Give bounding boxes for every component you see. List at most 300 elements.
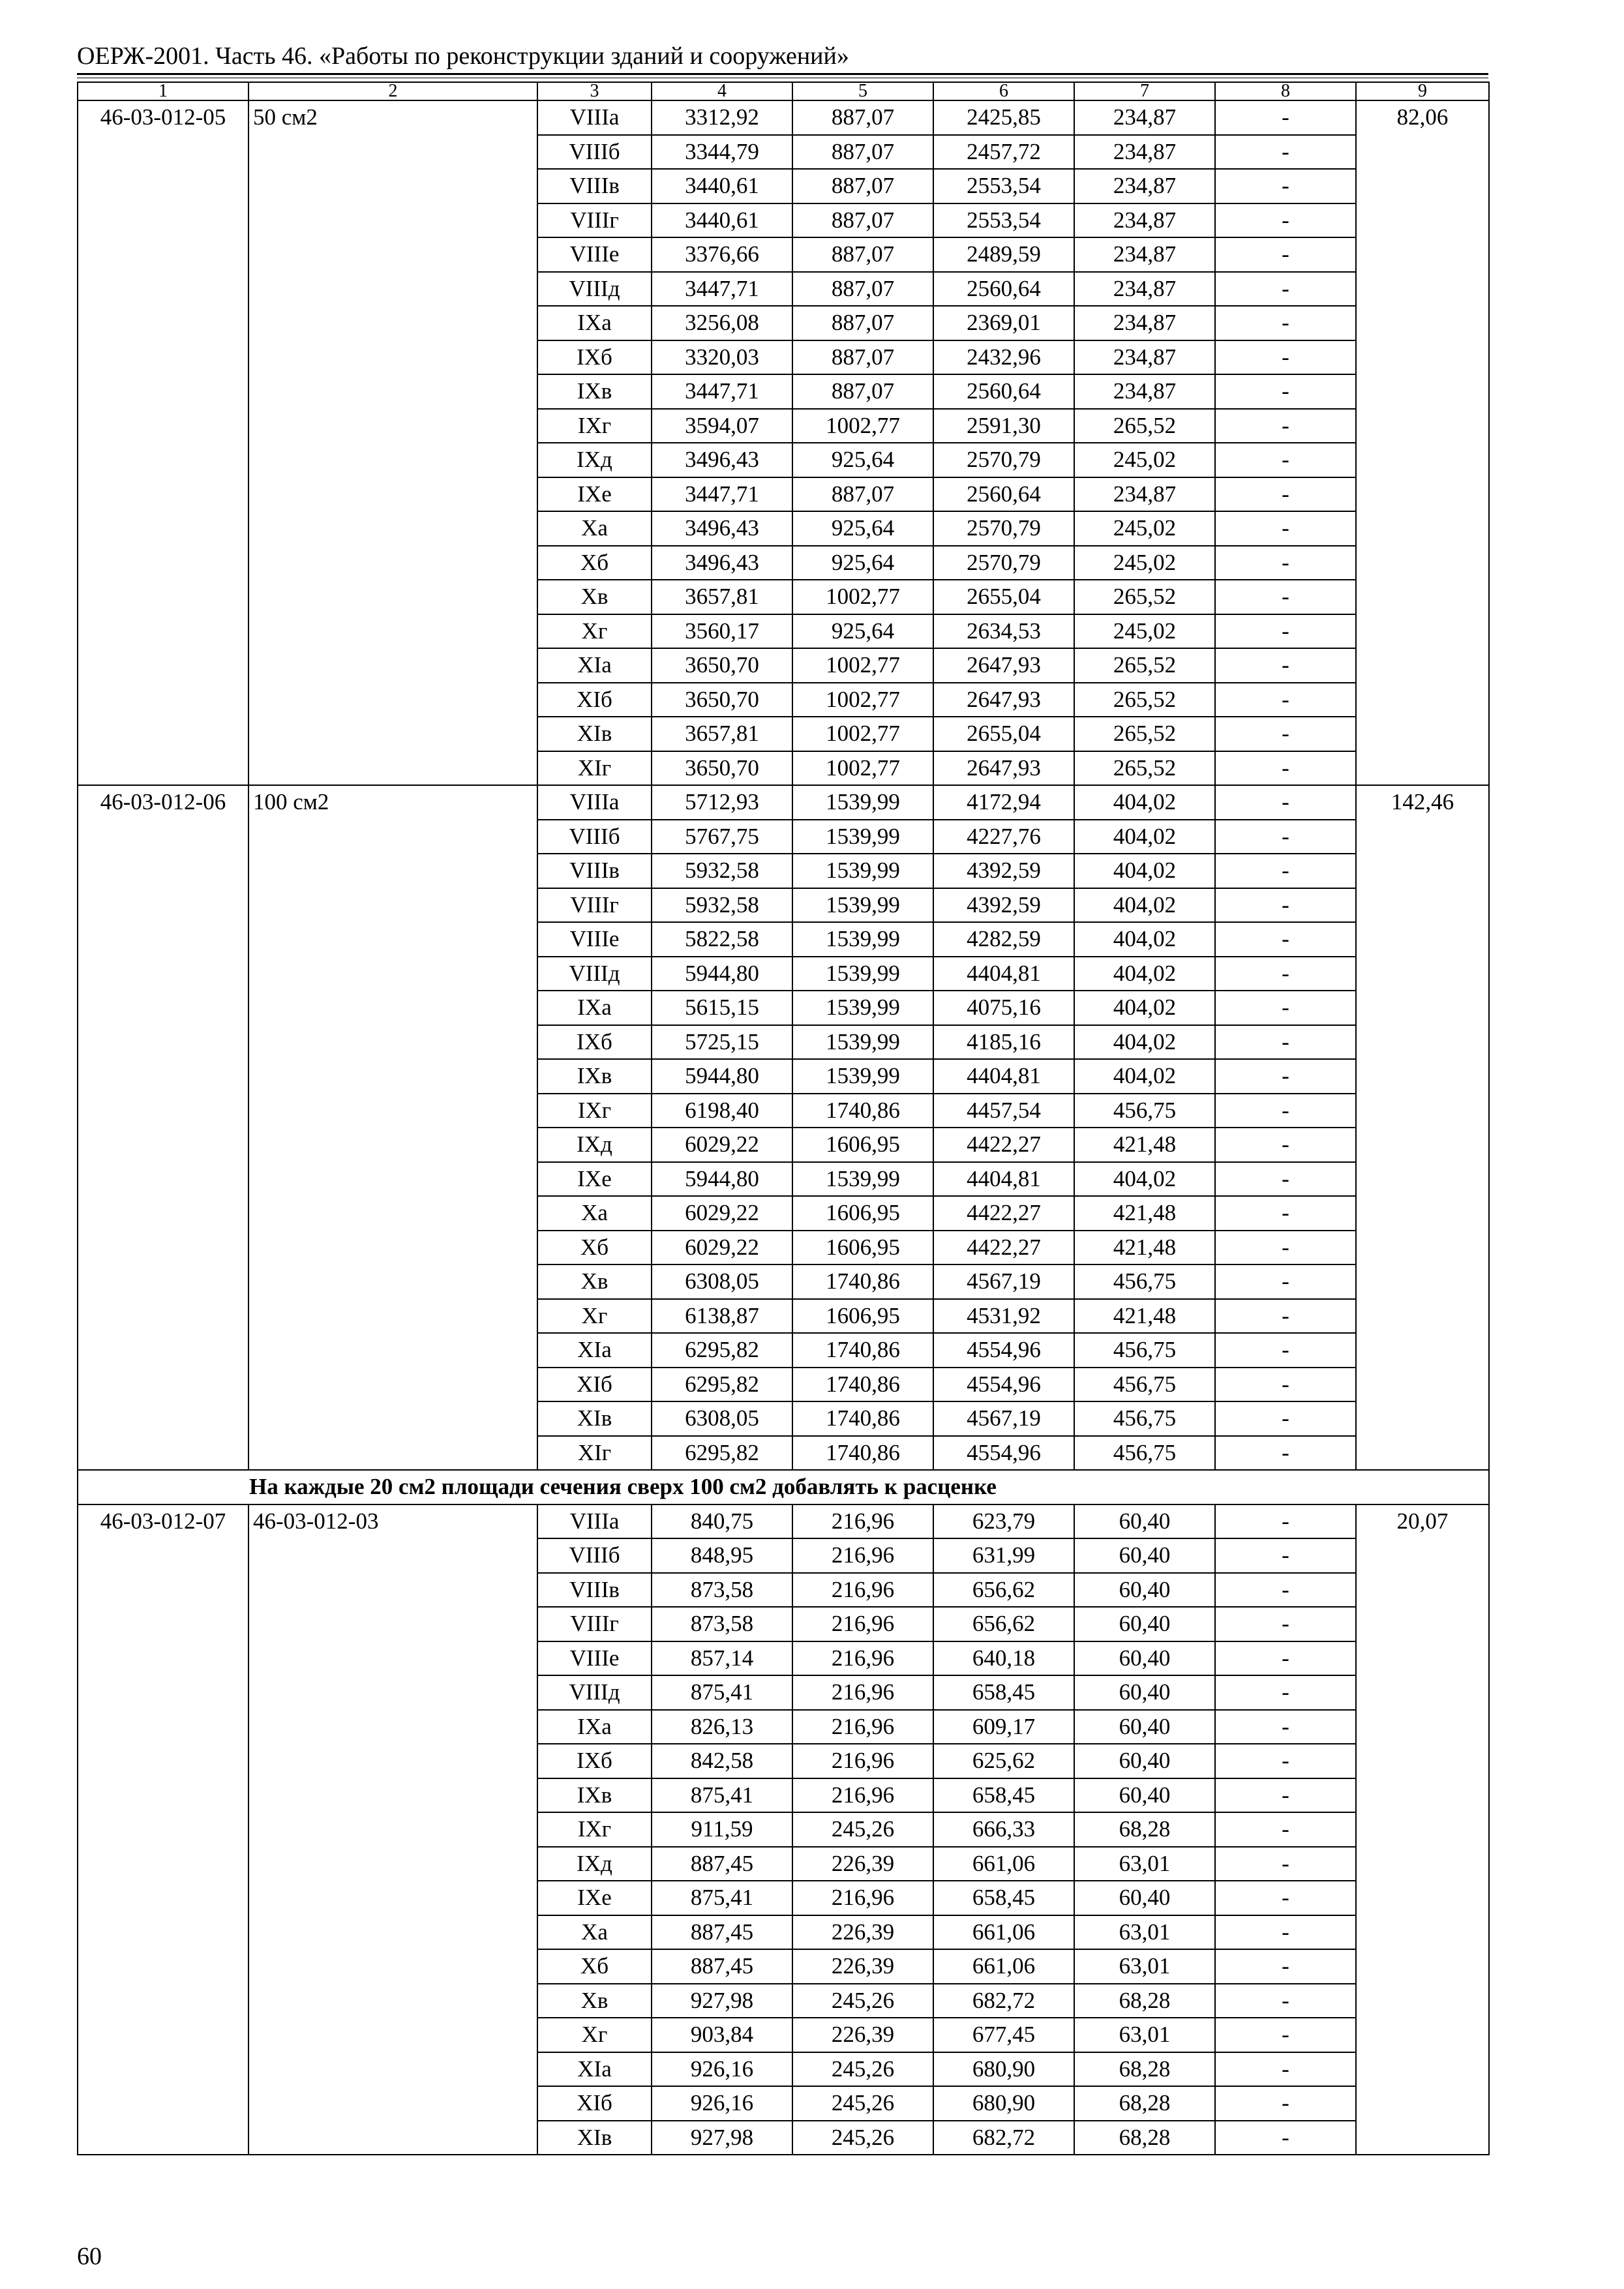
driver-wages-cell: 68,28	[1074, 1984, 1215, 2018]
materials-cell: -	[1215, 340, 1356, 375]
machines-cell: 2655,04	[933, 717, 1074, 751]
machines-cell: 680,90	[933, 2086, 1074, 2121]
machines-cell: 4531,92	[933, 1299, 1074, 1334]
machines-cell: 4422,27	[933, 1231, 1074, 1265]
wages-cell: 1002,77	[792, 409, 933, 443]
total-cost-cell: 5712,93	[652, 785, 792, 820]
total-cost-cell: 5944,80	[652, 1162, 792, 1197]
materials-cell: -	[1215, 751, 1356, 786]
wages-cell: 887,07	[792, 306, 933, 340]
materials-cell: -	[1215, 546, 1356, 580]
zone-cell: Xa	[537, 1196, 652, 1231]
total-cost-cell: 3447,71	[652, 374, 792, 409]
machines-cell: 631,99	[933, 1538, 1074, 1573]
driver-wages-cell: 456,75	[1074, 1264, 1215, 1299]
machines-cell: 623,79	[933, 1504, 1074, 1539]
materials-cell: -	[1215, 443, 1356, 477]
materials-cell: -	[1215, 1607, 1356, 1641]
driver-wages-cell: 265,52	[1074, 751, 1215, 786]
machines-cell: 4404,81	[933, 1059, 1074, 1094]
driver-wages-cell: 404,02	[1074, 957, 1215, 991]
column-number: 4	[652, 82, 792, 100]
driver-wages-cell: 265,52	[1074, 409, 1215, 443]
wages-cell: 1002,77	[792, 683, 933, 717]
materials-cell: -	[1215, 1264, 1356, 1299]
wages-cell: 1740,86	[792, 1436, 933, 1471]
total-cost-cell: 3650,70	[652, 751, 792, 786]
zone-cell: Xa	[537, 511, 652, 546]
wages-cell: 216,96	[792, 1573, 933, 1608]
wages-cell: 887,07	[792, 272, 933, 307]
driver-wages-cell: 60,40	[1074, 1504, 1215, 1539]
total-cost-cell: 6295,82	[652, 1368, 792, 1402]
zone-cell: VIIIб	[537, 820, 652, 854]
total-cost-cell: 6029,22	[652, 1196, 792, 1231]
machines-cell: 4227,76	[933, 820, 1074, 854]
driver-wages-cell: 404,02	[1074, 888, 1215, 923]
zone-cell: IXг	[537, 409, 652, 443]
total-cost-cell: 3447,71	[652, 477, 792, 512]
machines-cell: 625,62	[933, 1744, 1074, 1778]
materials-cell: -	[1215, 1162, 1356, 1197]
driver-wages-cell: 265,52	[1074, 648, 1215, 683]
materials-cell: -	[1215, 1368, 1356, 1402]
materials-cell: -	[1215, 1881, 1356, 1915]
wages-cell: 216,96	[792, 1744, 933, 1778]
total-cost-cell: 3256,08	[652, 306, 792, 340]
driver-wages-cell: 404,02	[1074, 1059, 1215, 1094]
total-cost-cell: 848,95	[652, 1538, 792, 1573]
column-number: 9	[1356, 82, 1489, 100]
total-cost-cell: 840,75	[652, 1504, 792, 1539]
zone-cell: VIIIд	[537, 1675, 652, 1710]
total-cost-cell: 826,13	[652, 1710, 792, 1744]
total-cost-cell: 875,41	[652, 1675, 792, 1710]
wages-cell: 1539,99	[792, 1059, 933, 1094]
machines-cell: 4075,16	[933, 991, 1074, 1025]
materials-cell: -	[1215, 854, 1356, 888]
machines-cell: 682,72	[933, 2121, 1074, 2155]
zone-cell: Xг	[537, 1299, 652, 1334]
wages-cell: 245,26	[792, 2086, 933, 2121]
driver-wages-cell: 68,28	[1074, 2121, 1215, 2155]
zone-cell: IXe	[537, 477, 652, 512]
zone-cell: VIIIe	[537, 922, 652, 957]
driver-wages-cell: 63,01	[1074, 2018, 1215, 2052]
zone-cell: IXв	[537, 374, 652, 409]
driver-wages-cell: 60,40	[1074, 1538, 1215, 1573]
zone-cell: Xг	[537, 2018, 652, 2052]
driver-wages-cell: 404,02	[1074, 785, 1215, 820]
materials-cell: -	[1215, 648, 1356, 683]
zone-cell: Xв	[537, 580, 652, 614]
wages-cell: 925,64	[792, 546, 933, 580]
machines-cell: 2560,64	[933, 477, 1074, 512]
total-cost-cell: 842,58	[652, 1744, 792, 1778]
wages-cell: 216,96	[792, 1641, 933, 1676]
table-row	[78, 785, 1489, 820]
wages-cell: 887,07	[792, 100, 933, 135]
materials-cell: -	[1215, 614, 1356, 649]
driver-wages-cell: 265,52	[1074, 683, 1215, 717]
materials-cell: -	[1215, 888, 1356, 923]
driver-wages-cell: 245,02	[1074, 511, 1215, 546]
driver-wages-cell: 234,87	[1074, 237, 1215, 272]
machines-cell: 2647,93	[933, 683, 1074, 717]
zone-cell: XIa	[537, 648, 652, 683]
page-number: 60	[77, 2243, 102, 2270]
machines-cell: 4457,54	[933, 1094, 1074, 1128]
section-note: На каждые 20 см2 площади сечения сверх 100 см2 добавлять к расценке	[78, 1470, 1489, 1504]
wages-cell: 1606,95	[792, 1128, 933, 1162]
table-row	[78, 100, 1489, 135]
zone-cell: VIIIв	[537, 169, 652, 203]
total-cost-cell: 3376,66	[652, 237, 792, 272]
zone-cell: Xг	[537, 614, 652, 649]
total-cost-cell: 3320,03	[652, 340, 792, 375]
materials-cell: -	[1215, 306, 1356, 340]
total-cost-cell: 6295,82	[652, 1333, 792, 1368]
total-cost-cell: 6138,87	[652, 1299, 792, 1334]
zone-cell: VIIIв	[537, 854, 652, 888]
machines-cell: 4554,96	[933, 1368, 1074, 1402]
wages-cell: 1539,99	[792, 1162, 933, 1197]
driver-wages-cell: 245,02	[1074, 614, 1215, 649]
table-body	[78, 100, 1489, 2155]
machines-cell: 609,17	[933, 1710, 1074, 1744]
zone-cell: VIIIд	[537, 957, 652, 991]
materials-cell: -	[1215, 1812, 1356, 1847]
rate-code: 46-03-012-07	[78, 1504, 248, 2155]
wages-cell: 1002,77	[792, 648, 933, 683]
zone-cell: VIIIa	[537, 1504, 652, 1539]
column-number: 1	[78, 82, 248, 100]
total-cost-cell: 6029,22	[652, 1128, 792, 1162]
wages-cell: 216,96	[792, 1504, 933, 1539]
wages-cell: 216,96	[792, 1778, 933, 1813]
zone-cell: VIIIe	[537, 1641, 652, 1676]
materials-cell: -	[1215, 785, 1356, 820]
wages-cell: 1606,95	[792, 1231, 933, 1265]
page-header-title: ОЕРЖ-2001. Часть 46. «Работы по реконструкции зданий и сооружений»	[77, 42, 849, 70]
wages-cell: 1539,99	[792, 957, 933, 991]
wages-cell: 1740,86	[792, 1401, 933, 1436]
wages-cell: 1539,99	[792, 785, 933, 820]
materials-cell: -	[1215, 1744, 1356, 1778]
total-cost-cell: 5822,58	[652, 922, 792, 957]
zone-cell: Xб	[537, 1231, 652, 1265]
materials-cell: -	[1215, 1059, 1356, 1094]
total-cost-cell: 3560,17	[652, 614, 792, 649]
machines-cell: 4554,96	[933, 1436, 1074, 1471]
wages-cell: 887,07	[792, 374, 933, 409]
total-cost-cell: 6295,82	[652, 1436, 792, 1471]
total-cost-cell: 887,45	[652, 1847, 792, 1881]
zone-cell: VIIIe	[537, 237, 652, 272]
total-cost-cell: 887,45	[652, 1949, 792, 1984]
wages-cell: 1740,86	[792, 1094, 933, 1128]
driver-wages-cell: 60,40	[1074, 1573, 1215, 1608]
zone-cell: Xв	[537, 1984, 652, 2018]
driver-wages-cell: 265,52	[1074, 580, 1215, 614]
driver-wages-cell: 234,87	[1074, 203, 1215, 238]
driver-wages-cell: 404,02	[1074, 1025, 1215, 1060]
wages-cell: 1539,99	[792, 991, 933, 1025]
materials-cell: -	[1215, 409, 1356, 443]
materials-cell: -	[1215, 511, 1356, 546]
wages-cell: 216,96	[792, 1710, 933, 1744]
machines-cell: 4404,81	[933, 957, 1074, 991]
zone-cell: XIв	[537, 717, 652, 751]
wages-cell: 1740,86	[792, 1333, 933, 1368]
machines-cell: 4422,27	[933, 1128, 1074, 1162]
machines-cell: 666,33	[933, 1812, 1074, 1847]
total-cost-cell: 3496,43	[652, 511, 792, 546]
machines-cell: 661,06	[933, 1915, 1074, 1950]
machines-cell: 4567,19	[933, 1401, 1074, 1436]
materials-cell: -	[1215, 1436, 1356, 1471]
column-number: 5	[792, 82, 933, 100]
zone-cell: VIIIб	[537, 1538, 652, 1573]
machines-cell: 4422,27	[933, 1196, 1074, 1231]
wages-cell: 1740,86	[792, 1264, 933, 1299]
machines-cell: 2369,01	[933, 306, 1074, 340]
machines-cell: 658,45	[933, 1675, 1074, 1710]
total-cost-cell: 3594,07	[652, 409, 792, 443]
materials-cell: -	[1215, 135, 1356, 170]
machines-cell: 2553,54	[933, 203, 1074, 238]
machines-cell: 2489,59	[933, 237, 1074, 272]
wages-cell: 226,39	[792, 1949, 933, 1984]
machines-cell: 2457,72	[933, 135, 1074, 170]
driver-wages-cell: 60,40	[1074, 1778, 1215, 1813]
total-cost-cell: 873,58	[652, 1607, 792, 1641]
machines-cell: 4392,59	[933, 888, 1074, 923]
machines-cell: 661,06	[933, 1949, 1074, 1984]
total-cost-cell: 926,16	[652, 2086, 792, 2121]
total-cost-cell: 5944,80	[652, 957, 792, 991]
total-cost-cell: 3657,81	[652, 717, 792, 751]
materials-cell: -	[1215, 2086, 1356, 2121]
wages-cell: 245,26	[792, 2121, 933, 2155]
wages-cell: 887,07	[792, 203, 933, 238]
driver-wages-cell: 234,87	[1074, 135, 1215, 170]
total-cost-cell: 3440,61	[652, 203, 792, 238]
wages-cell: 226,39	[792, 1847, 933, 1881]
zone-cell: Xб	[537, 546, 652, 580]
materials-cell: -	[1215, 1025, 1356, 1060]
driver-wages-cell: 404,02	[1074, 820, 1215, 854]
machines-cell: 4392,59	[933, 854, 1074, 888]
materials-cell: -	[1215, 2121, 1356, 2155]
driver-wages-cell: 421,48	[1074, 1231, 1215, 1265]
machines-cell: 640,18	[933, 1641, 1074, 1676]
zone-cell: XIa	[537, 1333, 652, 1368]
total-cost-cell: 5944,80	[652, 1059, 792, 1094]
machines-cell: 2425,85	[933, 100, 1074, 135]
driver-wages-cell: 404,02	[1074, 991, 1215, 1025]
machines-cell: 2560,64	[933, 374, 1074, 409]
machines-cell: 658,45	[933, 1778, 1074, 1813]
driver-wages-cell: 63,01	[1074, 1847, 1215, 1881]
materials-cell: -	[1215, 1915, 1356, 1950]
driver-wages-cell: 60,40	[1074, 1607, 1215, 1641]
driver-wages-cell: 234,87	[1074, 374, 1215, 409]
wages-cell: 1740,86	[792, 1368, 933, 1402]
materials-cell: -	[1215, 203, 1356, 238]
materials-cell: -	[1215, 1710, 1356, 1744]
materials-cell: -	[1215, 1949, 1356, 1984]
machines-cell: 661,06	[933, 1847, 1074, 1881]
materials-cell: -	[1215, 1641, 1356, 1676]
labor-cost-cell: 20,07	[1356, 1504, 1489, 2155]
driver-wages-cell: 421,48	[1074, 1299, 1215, 1334]
zone-cell: XIб	[537, 2086, 652, 2121]
machines-cell: 2570,79	[933, 511, 1074, 546]
materials-cell: -	[1215, 272, 1356, 307]
wages-cell: 925,64	[792, 511, 933, 546]
driver-wages-cell: 60,40	[1074, 1744, 1215, 1778]
materials-cell: -	[1215, 1299, 1356, 1334]
materials-cell: -	[1215, 374, 1356, 409]
driver-wages-cell: 456,75	[1074, 1368, 1215, 1402]
zone-cell: IXд	[537, 1847, 652, 1881]
materials-cell: -	[1215, 1401, 1356, 1436]
wages-cell: 1606,95	[792, 1299, 933, 1334]
zone-cell: XIб	[537, 1368, 652, 1402]
machines-cell: 4567,19	[933, 1264, 1074, 1299]
total-cost-cell: 903,84	[652, 2018, 792, 2052]
total-cost-cell: 3657,81	[652, 580, 792, 614]
driver-wages-cell: 234,87	[1074, 306, 1215, 340]
machines-cell: 2560,64	[933, 272, 1074, 307]
driver-wages-cell: 60,40	[1074, 1675, 1215, 1710]
wages-cell: 887,07	[792, 340, 933, 375]
materials-cell: -	[1215, 991, 1356, 1025]
materials-cell: -	[1215, 922, 1356, 957]
zone-cell: XIб	[537, 683, 652, 717]
zone-cell: IXд	[537, 1128, 652, 1162]
wages-cell: 1539,99	[792, 854, 933, 888]
table-row	[78, 1504, 1489, 1539]
total-cost-cell: 927,98	[652, 2121, 792, 2155]
machines-cell: 682,72	[933, 1984, 1074, 2018]
machines-cell: 2432,96	[933, 340, 1074, 375]
wages-cell: 216,96	[792, 1675, 933, 1710]
materials-cell: -	[1215, 1984, 1356, 2018]
wages-cell: 1606,95	[792, 1196, 933, 1231]
zone-cell: IXв	[537, 1059, 652, 1094]
driver-wages-cell: 456,75	[1074, 1094, 1215, 1128]
rate-description: 46-03-012-03	[248, 1504, 537, 2155]
zone-cell: XIг	[537, 751, 652, 786]
total-cost-cell: 926,16	[652, 2052, 792, 2087]
wages-cell: 245,26	[792, 2052, 933, 2087]
labor-cost-cell: 82,06	[1356, 100, 1489, 785]
machines-cell: 2647,93	[933, 648, 1074, 683]
driver-wages-cell: 60,40	[1074, 1710, 1215, 1744]
driver-wages-cell: 456,75	[1074, 1436, 1215, 1471]
column-number: 7	[1074, 82, 1215, 100]
total-cost-cell: 3440,61	[652, 169, 792, 203]
driver-wages-cell: 245,02	[1074, 546, 1215, 580]
rate-description: 100 см2	[248, 785, 537, 1470]
total-cost-cell: 6029,22	[652, 1231, 792, 1265]
driver-wages-cell: 404,02	[1074, 854, 1215, 888]
wages-cell: 1002,77	[792, 717, 933, 751]
wages-cell: 226,39	[792, 1915, 933, 1950]
machines-cell: 4554,96	[933, 1333, 1074, 1368]
wages-cell: 1002,77	[792, 751, 933, 786]
column-number: 3	[537, 82, 652, 100]
total-cost-cell: 6308,05	[652, 1401, 792, 1436]
total-cost-cell: 5725,15	[652, 1025, 792, 1060]
materials-cell: -	[1215, 1128, 1356, 1162]
driver-wages-cell: 60,40	[1074, 1641, 1215, 1676]
driver-wages-cell: 60,40	[1074, 1881, 1215, 1915]
zone-cell: XIa	[537, 2052, 652, 2087]
total-cost-cell: 3312,92	[652, 100, 792, 135]
zone-cell: IXб	[537, 1744, 652, 1778]
machines-cell: 2591,30	[933, 409, 1074, 443]
rate-code: 46-03-012-05	[78, 100, 248, 785]
total-cost-cell: 927,98	[652, 1984, 792, 2018]
wages-cell: 887,07	[792, 477, 933, 512]
machines-cell: 2570,79	[933, 443, 1074, 477]
machines-cell: 2634,53	[933, 614, 1074, 649]
total-cost-cell: 3344,79	[652, 135, 792, 170]
total-cost-cell: 3496,43	[652, 443, 792, 477]
total-cost-cell: 887,45	[652, 1915, 792, 1950]
machines-cell: 680,90	[933, 2052, 1074, 2087]
rate-code: 46-03-012-06	[78, 785, 248, 1470]
total-cost-cell: 911,59	[652, 1812, 792, 1847]
total-cost-cell: 5615,15	[652, 991, 792, 1025]
materials-cell: -	[1215, 1231, 1356, 1265]
machines-cell: 2570,79	[933, 546, 1074, 580]
machines-cell: 2647,93	[933, 751, 1074, 786]
total-cost-cell: 6308,05	[652, 1264, 792, 1299]
zone-cell: Xб	[537, 1949, 652, 1984]
materials-cell: -	[1215, 100, 1356, 135]
zone-cell: VIIIг	[537, 1607, 652, 1641]
wages-cell: 1539,99	[792, 820, 933, 854]
materials-cell: -	[1215, 1573, 1356, 1608]
driver-wages-cell: 265,52	[1074, 717, 1215, 751]
driver-wages-cell: 68,28	[1074, 1812, 1215, 1847]
zone-cell: Xв	[537, 1264, 652, 1299]
labor-cost-cell: 142,46	[1356, 785, 1489, 1470]
driver-wages-cell: 421,48	[1074, 1128, 1215, 1162]
driver-wages-cell: 234,87	[1074, 340, 1215, 375]
wages-cell: 887,07	[792, 237, 933, 272]
machines-cell: 656,62	[933, 1573, 1074, 1608]
total-cost-cell: 3447,71	[652, 272, 792, 307]
zone-cell: VIIIг	[537, 888, 652, 923]
total-cost-cell: 875,41	[652, 1881, 792, 1915]
materials-cell: -	[1215, 1504, 1356, 1539]
zone-cell: IXг	[537, 1094, 652, 1128]
column-number: 2	[248, 82, 537, 100]
section-note-row	[78, 1470, 1489, 1504]
wages-cell: 887,07	[792, 169, 933, 203]
wages-cell: 245,26	[792, 1984, 933, 2018]
wages-cell: 216,96	[792, 1881, 933, 1915]
zone-cell: VIIIб	[537, 135, 652, 170]
zone-cell: XIв	[537, 1401, 652, 1436]
rate-description: 50 см2	[248, 100, 537, 785]
driver-wages-cell: 234,87	[1074, 100, 1215, 135]
